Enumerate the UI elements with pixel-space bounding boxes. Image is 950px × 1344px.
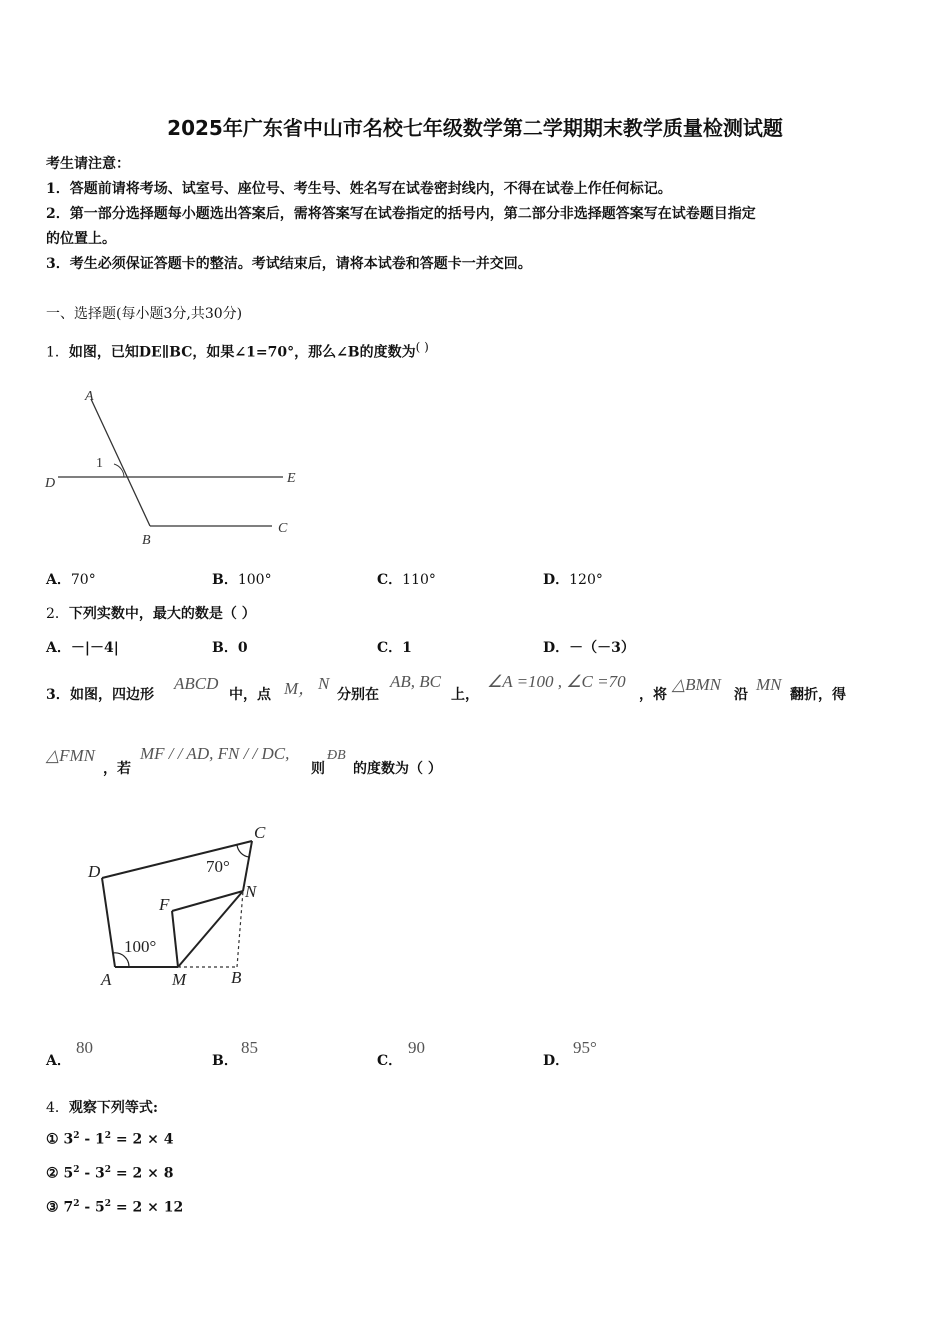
figure-q3 xyxy=(80,815,290,995)
option-b: B． xyxy=(212,1053,238,1069)
svg-text:70°: 70° xyxy=(206,857,230,876)
notice-item: 的位置上。 xyxy=(46,231,116,247)
label-D: D xyxy=(45,476,56,491)
option-a: A．－|－4| xyxy=(46,640,119,656)
notice-item: 1．答题前请将考场、试室号、座位号、考生号、姓名写在试卷密封线内，不得在试卷上作任何标记。 xyxy=(46,181,672,197)
option-c: C．1 xyxy=(377,640,412,656)
question-2: 2．下列实数中，最大的数是（ ） xyxy=(46,606,256,622)
option-d: D．－（－3） xyxy=(543,640,635,656)
option-a: A．70° xyxy=(46,572,96,588)
svg-text:100°: 100° xyxy=(124,937,157,956)
label-1: 1 xyxy=(96,456,103,471)
label-C: C xyxy=(278,521,288,536)
section-heading: 一、选择题(每小题3分,共30分) xyxy=(46,306,243,322)
question-3-text: 3． xyxy=(46,687,70,703)
label-B: B xyxy=(142,533,151,548)
equation-3: ③ $7^2 - 5^2 = 2 \times 12$ xyxy=(46,1199,184,1216)
option-c: C． xyxy=(377,1053,403,1069)
option-d: D． xyxy=(543,1053,570,1069)
notice-item: 2．第一部分选择题每小题选出答案后，需将答案写在试卷指定的括号内，第二部分非选择题答案写在试卷题目指定 xyxy=(46,206,756,222)
question-text: 下列实数中，最大的数是（ ） xyxy=(68,606,256,622)
option-b: B．0 xyxy=(212,640,248,656)
question-number: 1． xyxy=(46,344,69,361)
svg-text:A: A xyxy=(101,970,112,989)
option-d: D．120° xyxy=(543,572,603,588)
equation-1: ① $3^2 - 1^2 = 2 \times 4$ xyxy=(46,1131,174,1148)
svg-text:D: D xyxy=(88,862,101,881)
answer-paren: ( ) xyxy=(415,340,429,354)
figure-q1 xyxy=(40,385,310,550)
svg-text:F: F xyxy=(159,895,170,914)
equation-2: ② $5^2 - 3^2 = 2 \times 8$ xyxy=(46,1165,174,1182)
label-A: A xyxy=(85,389,94,404)
svg-text:M: M xyxy=(172,970,187,989)
svg-text:B: B xyxy=(231,968,242,987)
notice-item: 3．考生必须保证答题卡的整洁。考试结束后，请将本试卷和答题卡一并交回。 xyxy=(46,256,532,272)
svg-text:C: C xyxy=(254,823,266,842)
option-c: C．110° xyxy=(377,572,436,588)
question-text: 如图，已知DE∥BC，如果∠1=70°，那么∠B的度数为 xyxy=(68,344,416,361)
notice-heading: 考生请注意： xyxy=(46,156,130,172)
page-title: 2025年广东省中山市名校七年级数学第二学期期末教学质量检测试题 xyxy=(167,116,783,140)
option-a: A． xyxy=(46,1053,71,1069)
option-b: B．100° xyxy=(212,572,272,588)
question-1 xyxy=(46,340,429,362)
svg-text:N: N xyxy=(245,882,257,901)
question-4: 4．观察下列等式: xyxy=(46,1100,159,1116)
label-E: E xyxy=(287,471,296,486)
